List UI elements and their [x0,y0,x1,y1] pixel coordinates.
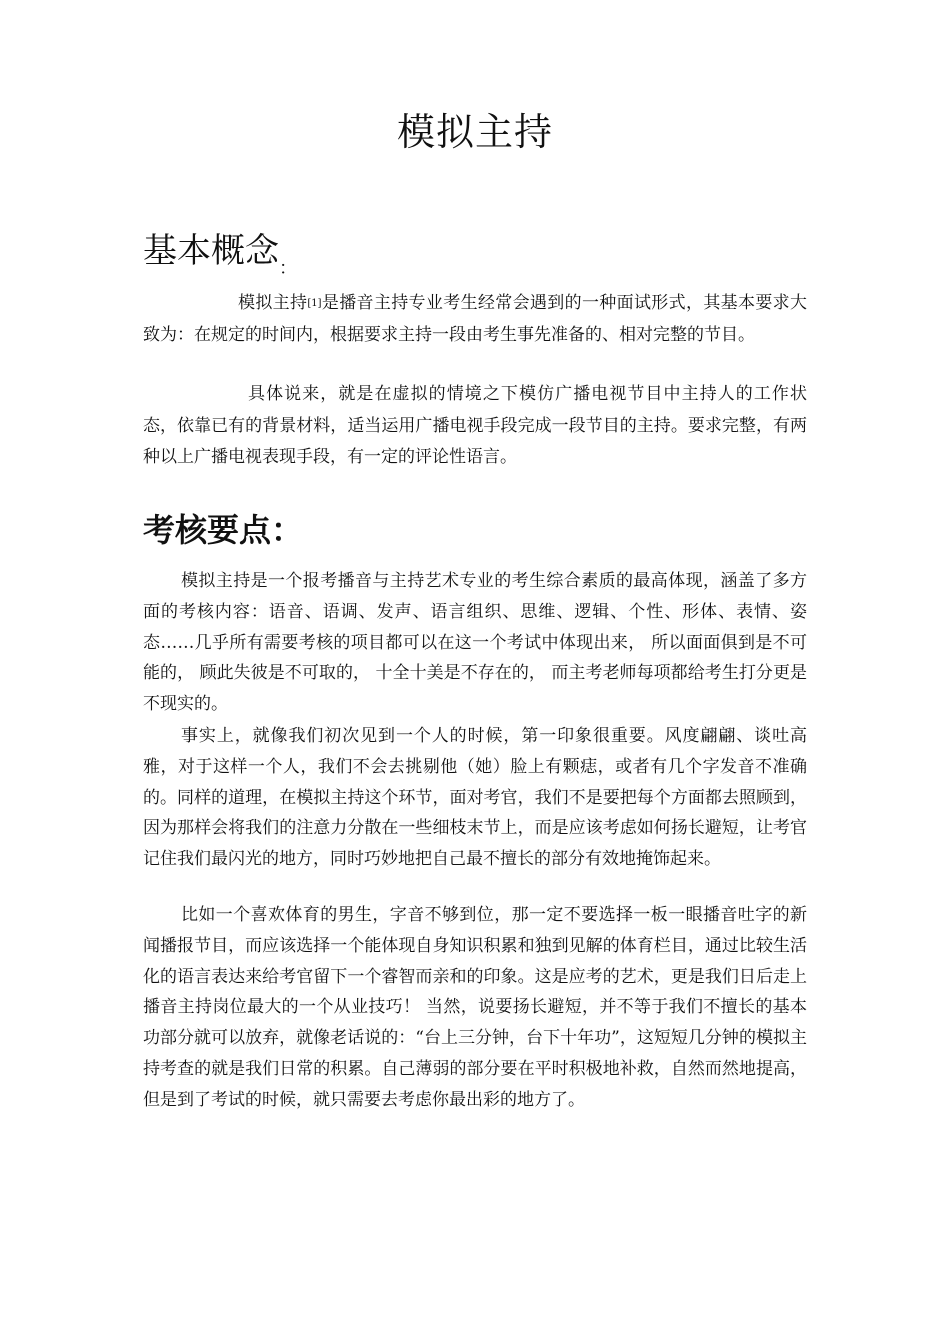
document-title: 模拟主持 [396,110,553,154]
section-heading-text: 基本概念 [143,231,279,271]
paragraph-definition [143,288,807,351]
section-heading-assessment-points: 考核要点： [143,511,304,549]
section-heading-colon: ： [279,258,297,279]
paragraph-example: 比如一个喜欢体育的男生，字音不够到位，那一定不要选择一板一眼播音吐字的新闻播报节目，而应该选择一个能体现自身知识积累和独到见解的体育栏目，通过比较生活化的语言表达来给考官留下一个睿智而亲和的印象。这是应考的艺术，更是我们日后走上播音主持岗位最大的一个从业技巧！ 当然，说要扬长避短，并不等于我们不擅长的基本功部分就可以放弃，就像老话说的：“台上三分钟，台下十年功”，这短短几分钟的模拟主持考查的就是我们日常的积累。自己薄弱的部分要在平时积极地补救，自然而然地提高，但是到了考试的时候，就只需要去考虑你最出彩的地方了。 [143,905,807,1110]
paragraph-explanation: 具体说来，就是在虚拟的情境之下模仿广播电视节目中主持人的工作状态，依靠已有的背景材料，适当运用广播电视手段完成一段节目的主持。要求完整，有两种以上广播电视表现手段，有一定的评论性语言。 [143,384,807,467]
footnote-reference[interactable]: [1] [307,298,322,309]
paragraph-first-impression: 事实上，就像我们初次见到一个人的时候，第一印象很重要。风度翩翩、谈吐高雅，对于这样一个人，我们不会去挑剔他（她）脸上有颗痣，或者有几个字发音不准确的。同样的道理，在模拟主持这个环节，面对考官，我们不是要把每个方面都去照顾到，因为那样会将我们的注意力分散在一些细枝末节上，而是应该考虑如何扬长避短，让考官记住我们最闪光的地方，同时巧妙地把自己最不擅长的部分有效地掩饰起来。 [143,726,807,870]
section-heading-basic-concept [143,229,297,291]
paragraph-text: 模拟主持 [238,293,308,313]
paragraph-text: 是播音主持专业考生经常会遇到的一种面试形式，其基本要求大致为：在规定的时间内，根据要求主持一段由考生事先准备的、相对完整的节目。 [143,293,808,345]
paragraph-assessment-overview: 模拟主持是一个报考播音与主持艺术专业的考生综合素质的最高体现，涵盖了多方面的考核内容：语音、语调、发声、语言组织、思维、逻辑、个性、形体、表情、姿态……几乎所有需要考核的项目都可以在这一个考试中体现出来， 所以面面俱到是不可能的， 顾此失彼是不可取的， 十全十美是不存在的， 而主考老师每项都给考生打分更是不现实的。 [143,571,807,715]
